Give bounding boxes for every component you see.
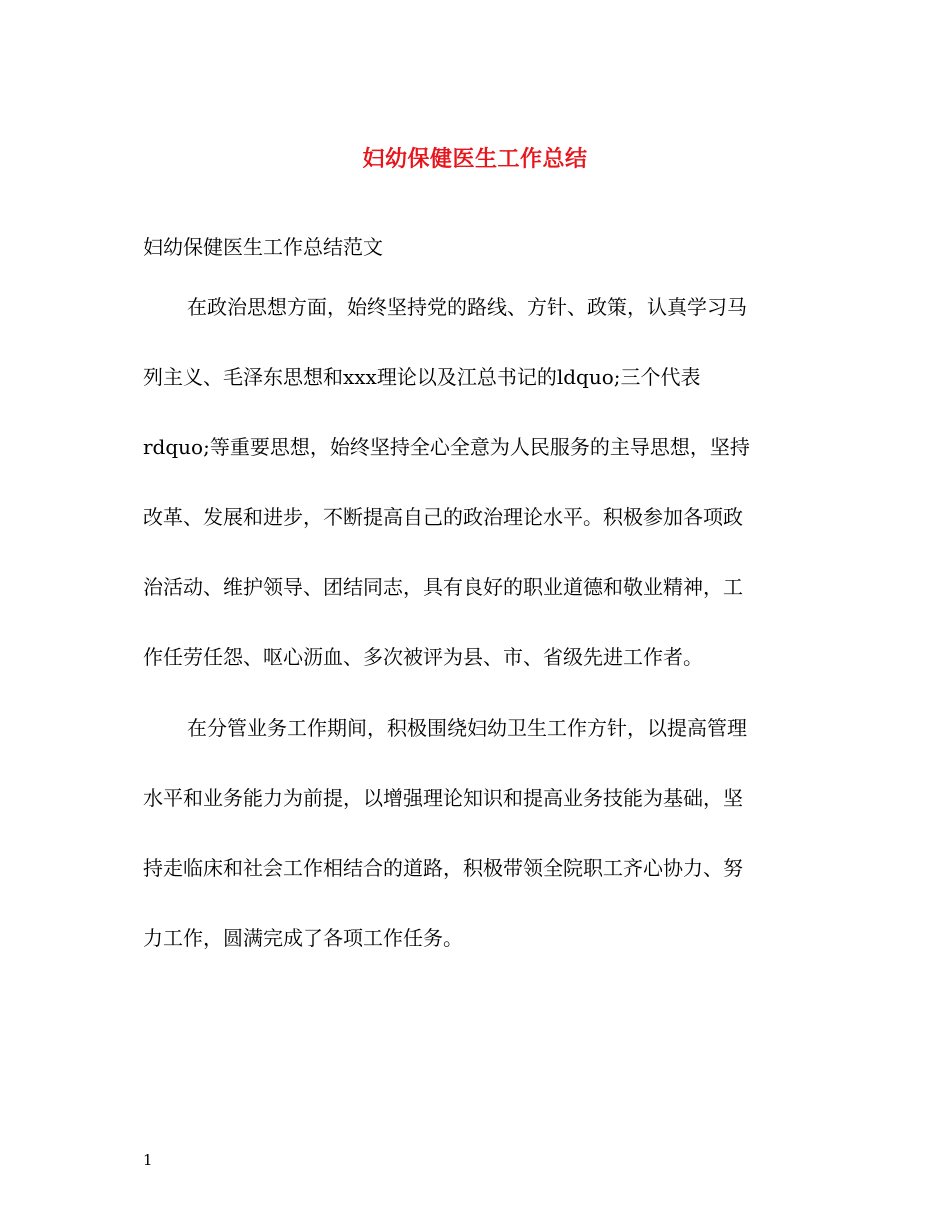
paragraph-line: 作任劳任怨、呕心沥血、多次被评为县、市、省级先进工作者。 <box>143 645 703 669</box>
paragraph-line: 力工作，圆满完成了各项工作任务。 <box>143 926 463 950</box>
paragraph-line: 改革、发展和进步，不断提高自己的政治理论水平。积极参加各项政 <box>143 505 743 529</box>
paragraph-line: 持走临床和社会工作相结合的道路，积极带领全院职工齐心协力、努 <box>143 856 743 880</box>
paragraph-line: 在政治思想方面，始终坚持党的路线、方针、政策，认真学习马 <box>187 295 747 319</box>
paragraph-business-work <box>143 713 803 993</box>
paragraph-line: 列主义、毛泽东思想和xxx理论以及江总书记的ldquo;三个代表 <box>143 365 701 389</box>
paragraph-line: 在分管业务工作期间，积极围绕妇幼卫生工作方针，以提高管理 <box>187 716 747 740</box>
page-number: 1 <box>143 1151 153 1169</box>
paragraph-line: 治活动、维护领导、团结同志，具有良好的职业道德和敬业精神，工 <box>143 575 743 599</box>
paragraph-line: 水平和业务能力为前提，以增强理论知识和提高业务技能为基础，坚 <box>143 786 743 810</box>
paragraph-line: rdquo;等重要思想，始终坚持全心全意为人民服务的主导思想，坚持 <box>143 435 750 459</box>
paragraph-political-thought <box>143 292 803 712</box>
document-title: 妇幼保健医生工作总结 <box>362 147 588 172</box>
document-subtitle: 妇幼保健医生工作总结范文 <box>143 235 383 259</box>
